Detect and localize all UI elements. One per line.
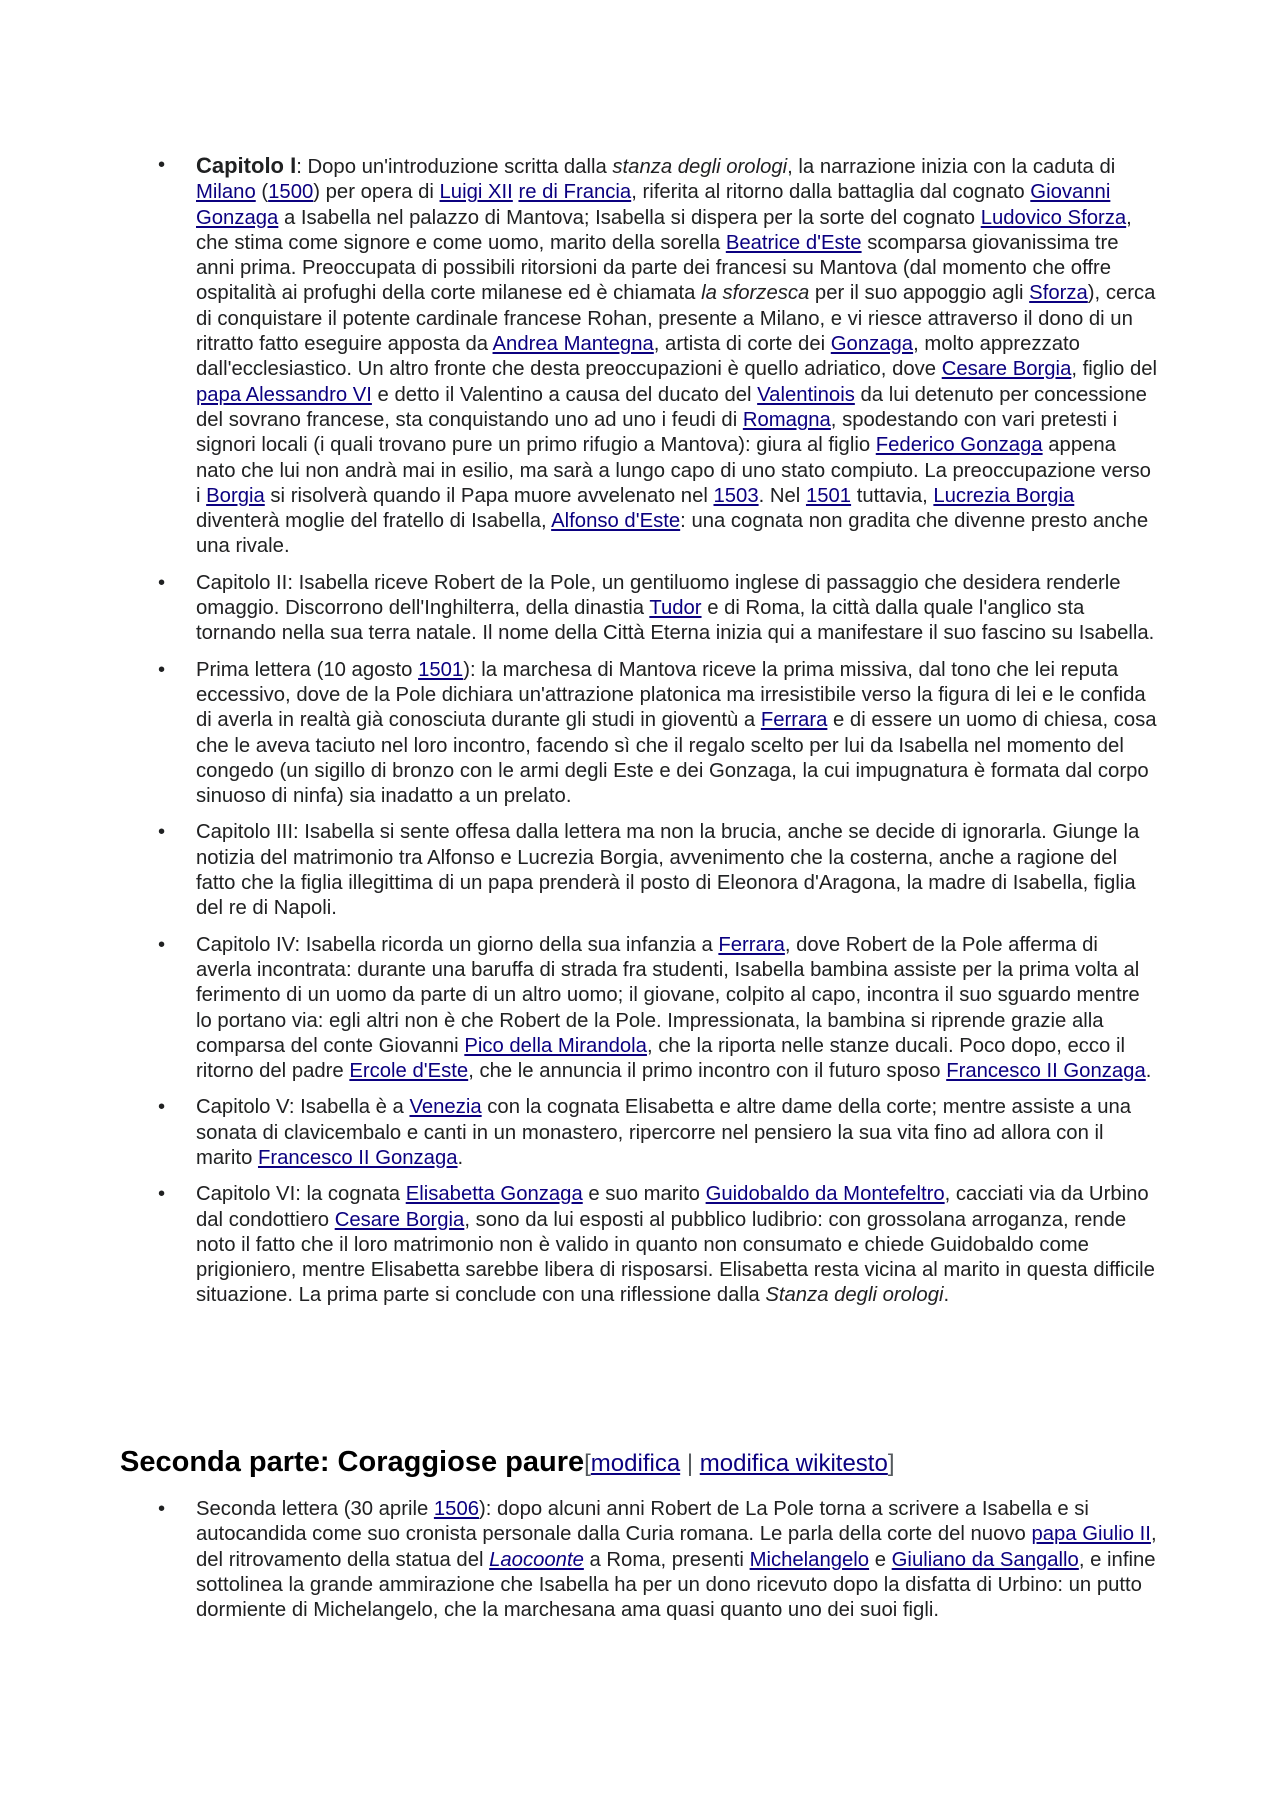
item-text: ): dopo alcuni anni Robert de La Pole torna a scrivere a Isabella e si autocandida come suo cronista personale dalla Curia romana. Le parla della corte del nuovo: [196, 1498, 1089, 1546]
edit-source-link[interactable]: modifica wikitesto: [699, 1450, 888, 1477]
item-text: Capitolo VI: la cognata: [196, 1183, 406, 1206]
wiki-link[interactable]: 1501: [805, 484, 852, 507]
wiki-link[interactable]: 1506: [433, 1498, 480, 1520]
item-text: .: [943, 1284, 950, 1307]
item-text: , molto apprezzato dall'ecclesiastico. Un altro fronte che desta preoccupazioni è quello adriatico, dove: [196, 333, 1080, 381]
item-text: : Dopo un'introduzione scritta dalla: [296, 156, 613, 178]
list-item: [158, 1497, 1158, 1623]
wiki-link[interactable]: Tudor: [649, 597, 702, 620]
item-text: ), cerca di conquistare il potente cardinale francese Rohan, presente a Milano, e vi riesce attraverso il dono di un ritratto fatto eseguire apposta da: [196, 282, 1156, 356]
section-heading: [120, 1446, 894, 1479]
wiki-link[interactable]: Cesare Borgia: [941, 358, 1072, 381]
wiki-link[interactable]: Luigi XII: [439, 181, 513, 204]
wiki-link[interactable]: 1500: [268, 181, 314, 204]
wiki-link[interactable]: Borgia: [206, 484, 265, 507]
item-text: a Isabella nel palazzo di Mantova; Isabella si dispera per la sorte del cognato: [278, 206, 981, 229]
wiki-link[interactable]: Laocoonte: [489, 1548, 584, 1571]
item-text: , che la riporta nelle stanze ducali. Poco dopo, ecco il ritorno del padre: [196, 1034, 1125, 1083]
list-item: [158, 820, 1158, 921]
item-text: ): la marchesa di Mantova riceve la prima missiva, dal tono che lei reputa eccessivo, dove de la Pole dichiara un'attrazione platonica ma irresistibile verso la figura di lei e le confida di averla in realtà già conosciuta durante gli studi in gioventù a: [196, 658, 1146, 732]
wiki-link[interactable]: Francesco II Gonzaga: [257, 1146, 458, 1169]
item-text: tuttavia,: [851, 484, 934, 507]
list-item: [158, 1095, 1158, 1171]
item-text: stanza degli orologi: [612, 156, 788, 178]
section-title: Seconda parte: Coraggiose paure: [120, 1446, 585, 1478]
list-item: [158, 933, 1158, 1085]
wiki-link[interactable]: Ludovico Sforza: [980, 206, 1127, 229]
wiki-link[interactable]: Federico Gonzaga: [875, 434, 1043, 457]
item-text: e detto il Valentino a causa del ducato del: [371, 383, 758, 406]
item-text: Capitolo III: Isabella si sente offesa dalla lettera ma non la brucia, anche se decide di ignorarla. Giunge la notizia del matrimonio tra Alfonso e Lucrezia Borgia, avvenimento che la costerna, anche a ragione del fatto che la figlia illegittima di un papa prenderà il posto di Eleonora d'Aragona, la madre di Isabella, figlia del re di Napoli.: [196, 821, 1140, 920]
list-item: [158, 1182, 1158, 1308]
item-text: Prima lettera (10 agosto: [196, 658, 419, 681]
wiki-link[interactable]: re di Francia: [518, 181, 632, 204]
item-text: , del ritrovamento della statua del: [196, 1523, 1157, 1571]
wiki-link[interactable]: Andrea Mantegna: [492, 333, 654, 356]
chapter-list-part-two: [158, 1497, 1158, 1634]
edit-section-links: [modifica | modifica wikitesto]: [584, 1450, 895, 1477]
item-text: , sono da lui esposti al pubblico ludibrio: con grossolana arroganza, rende noto il fatto che il loro matrimonio non è valido in quanto non consumato e chiede Guidobaldo come prigioniero, mentre Elisabetta sarebbe libera di risposarsi. Elisabetta resta vicina al marito in questa difficile situazione. La prima parte si conclude con una riflessione dalla: [196, 1208, 1155, 1307]
wiki-link[interactable]: papa Giulio II: [1031, 1523, 1151, 1546]
item-text: a Roma, presenti: [583, 1548, 750, 1571]
wiki-link[interactable]: Giuliano da Sangallo: [891, 1548, 1079, 1571]
wiki-link[interactable]: 1503: [713, 484, 759, 507]
wiki-link[interactable]: Michelangelo: [749, 1548, 870, 1571]
item-text: Stanza degli orologi: [765, 1284, 944, 1307]
item-text: , la narrazione inizia con la caduta di: [787, 156, 1116, 178]
item-text: da lui detenuto per concessione del sovrano francese, sta conquistando uno ad uno i feudi di: [196, 383, 1147, 431]
item-text: ) per opera di: [313, 181, 440, 204]
item-text: : una cognata non gradita che divenne presto anche una rivale.: [196, 510, 1149, 558]
item-text: , dove Robert de la Pole afferma di averla incontrata: durante una baruffa di strada fra studenti, Isabella bambina assiste per la prima volta al ferimento di un uomo da parte di un altro uomo; il giovane, colpito al capo, incontra il suo sguardo mentre lo portano via: egli altri non è che Robert de la Pole. Impressionata, la bambina si riprende grazie alla comparsa del conte Giovanni: [196, 933, 1140, 1057]
wiki-link[interactable]: Pico della Mirandola: [464, 1034, 647, 1057]
item-text: , che stima come signore e come uomo, marito della sorella: [196, 206, 1132, 254]
item-text: , cacciati via da Urbino dal condottiero: [196, 1183, 1149, 1231]
item-text: , artista di corte dei: [653, 333, 831, 356]
wiki-link[interactable]: Gonzaga: [830, 333, 914, 356]
item-text: (: [255, 181, 269, 204]
item-text: con la cognata Elisabetta e altre dame della corte; mentre assiste a una sonata di clavicembalo e canti in un monastero, ripercorre nel pensiero la sua vita fino ad allora con il marito: [196, 1096, 1132, 1169]
item-text: Capitolo V: Isabella è a: [196, 1096, 410, 1119]
item-text: , figlio del: [1071, 358, 1158, 381]
item-text: Capitolo IV: Isabella ricorda un giorno della sua infanzia a: [196, 933, 719, 956]
wiki-link[interactable]: Francesco II Gonzaga: [946, 1060, 1146, 1083]
item-text: .: [1145, 1060, 1152, 1083]
wiki-link[interactable]: Ferrara: [718, 933, 785, 956]
chapter-list-part-one: [158, 153, 1158, 1320]
list-item: [158, 658, 1158, 810]
wiki-link[interactable]: Ferrara: [760, 709, 828, 732]
item-text: si risolverà quando il Papa muore avvelenato nel: [264, 484, 714, 507]
list-item: [158, 571, 1158, 647]
wiki-link[interactable]: Valentinois: [757, 383, 855, 406]
wiki-link[interactable]: Ercole d'Este: [349, 1060, 469, 1083]
wiki-link[interactable]: papa Alessandro VI: [196, 383, 372, 406]
item-text: , riferita al ritorno dalla battaglia dal cognato: [631, 181, 1031, 204]
wiki-link[interactable]: Sforza: [1029, 282, 1088, 305]
wiki-link[interactable]: Guidobaldo da Montefeltro: [705, 1183, 945, 1206]
wiki-link[interactable]: Venezia: [409, 1096, 482, 1119]
item-text: e di essere un uomo di chiesa, cosa che le aveva taciuto nel loro incontro, facendo sì che il regalo scelto per lui da Isabella nel momento del congedo (un sigillo di bronzo con le armi degli Este e dei Gonzaga, la cui impugnatura è formata dal corpo sinuoso di ninfa) sia inadatto a un prelato.: [196, 709, 1157, 808]
item-text: , e infine sottolinea la grande ammirazione che Isabella ha per un dono ricevuto dopo la disfatta di Urbino: un putto dormiente di Michelangelo, che la marchesana ama quasi quanto uno dei suoi figli.: [196, 1548, 1156, 1622]
wiki-link[interactable]: Lucrezia Borgia: [933, 484, 1075, 507]
item-text: , che le annuncia il primo incontro con il futuro sposo: [468, 1060, 947, 1083]
wiki-link[interactable]: Milano: [196, 181, 256, 204]
item-text: diventerà moglie del fratello di Isabella,: [196, 510, 552, 533]
list-item: [158, 153, 1158, 560]
wiki-link[interactable]: Alfonso d'Este: [551, 510, 681, 533]
item-title: Capitolo I: [196, 153, 297, 178]
item-text: scomparsa giovanissima tre anni prima. Preoccupata di possibili ritorsioni da parte dei francesi su Mantova (dal momento che offre ospitalità ai profughi della corte milanese ed è chiamata: [196, 231, 1119, 305]
wiki-link[interactable]: Romagna: [742, 408, 831, 431]
wiki-link[interactable]: Beatrice d'Este: [725, 231, 862, 254]
item-text: appena nato che lui non andrà mai in esilio, ma sarà a lungo capo di uno stato compiuto. La preoccupazione verso i: [196, 434, 1151, 507]
item-text: , spodestando con vari pretesti i signori locali (i quali trovano pure un primo rifugio a Mantova): giura al figlio: [196, 408, 1118, 457]
item-text: e di Roma, la città dalla quale l'anglico sta tornando nella sua terra natale. Il nome della Città Eterna inizia qui a manifestare il suo fascino su Isabella.: [196, 597, 1155, 645]
item-text: Seconda lettera (30 aprile: [196, 1498, 434, 1520]
item-text: per il suo appoggio agli: [809, 282, 1030, 305]
edit-link[interactable]: modifica: [590, 1450, 681, 1477]
wiki-link[interactable]: 1501: [418, 658, 464, 681]
item-text: e: [869, 1548, 892, 1571]
item-text: .: [457, 1146, 464, 1169]
wiki-link[interactable]: Giovanni Gonzaga: [196, 181, 1111, 229]
wiki-link[interactable]: Elisabetta Gonzaga: [405, 1183, 583, 1206]
wiki-link[interactable]: Cesare Borgia: [334, 1208, 465, 1231]
item-text: e suo marito: [582, 1183, 706, 1206]
item-text: Capitolo II: Isabella riceve Robert de la Pole, un gentiluomo inglese di passaggio che desidera renderle omaggio. Discorrono dell'Inghilterra, della dinastia: [196, 571, 1121, 620]
item-text: . Nel: [758, 484, 806, 507]
item-text: la sforzesca: [701, 282, 810, 305]
